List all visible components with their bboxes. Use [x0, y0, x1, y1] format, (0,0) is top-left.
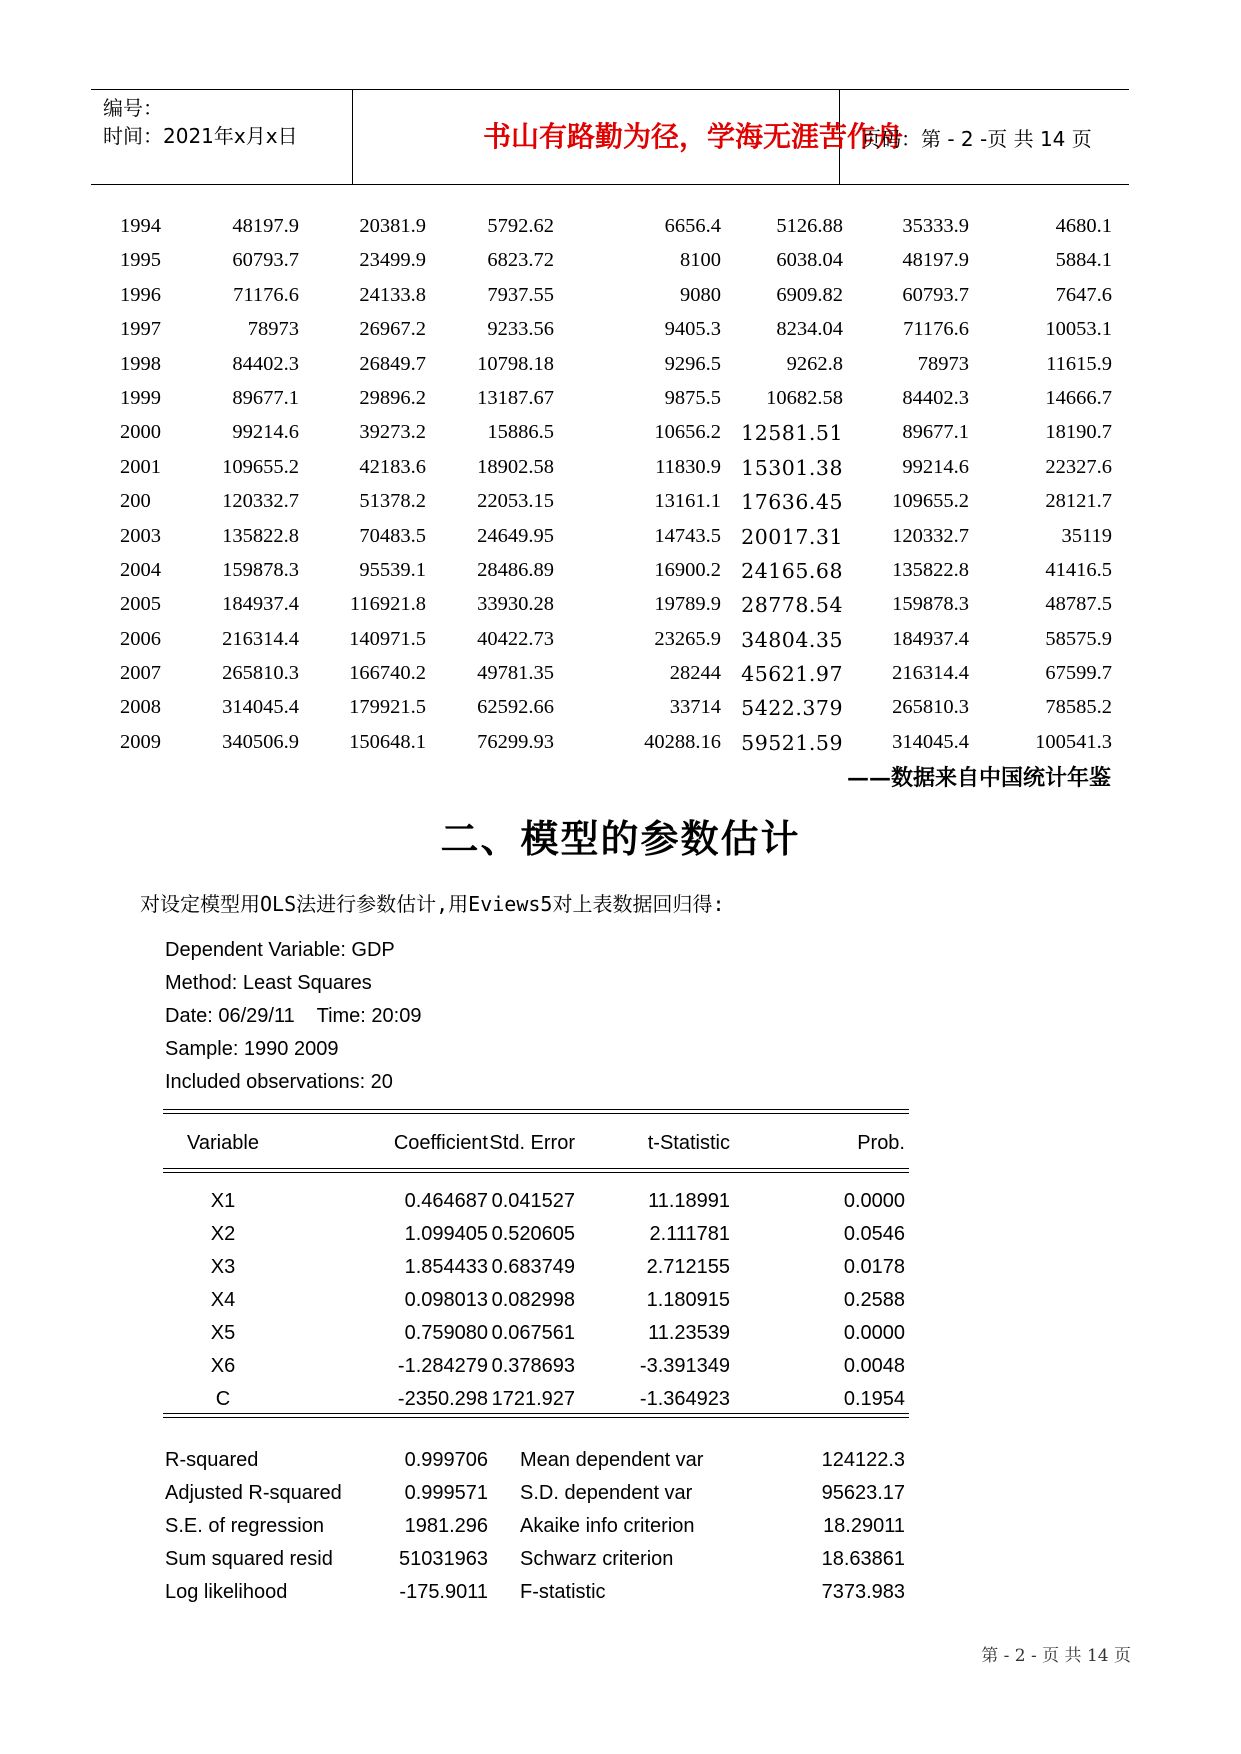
coef-cell: 0.1954: [843, 1388, 905, 1410]
coef-cell: 0.0000: [843, 1322, 905, 1344]
table-row: [104, 692, 1114, 726]
stat-cell: R-squared: [165, 1449, 259, 1471]
table-row: [104, 452, 1114, 486]
table-cell: 12581.51: [741, 421, 843, 446]
page-header: [91, 89, 1129, 185]
coef-cell: 0.0546: [843, 1223, 905, 1245]
coef-cell: 0.2588: [843, 1289, 905, 1311]
stat-cell: 124122.3: [821, 1449, 905, 1471]
stat-cell: S.E. of regression: [165, 1515, 324, 1537]
rule-mid: [163, 1168, 909, 1173]
header-t-statistic: t-Statistic: [647, 1132, 730, 1154]
table-cell: 184937.4: [222, 593, 299, 616]
table-cell: 17636.45: [741, 490, 843, 515]
dependent-variable: Dependent Variable: GDP: [165, 939, 395, 961]
stat-cell: Log likelihood: [165, 1581, 288, 1603]
coef-cell: 0.0048: [843, 1355, 905, 1377]
table-cell: 9262.8: [786, 352, 843, 375]
table-cell: 71176.6: [233, 283, 299, 306]
table-row: [104, 211, 1114, 245]
table-row: [104, 245, 1114, 279]
stat-cell: F-statistic: [520, 1581, 606, 1603]
table-cell: 9875.5: [664, 386, 721, 409]
table-cell: 1996: [120, 283, 161, 306]
table-cell: 116921.8: [349, 593, 426, 616]
table-cell: 71176.6: [903, 318, 969, 341]
data-table: [104, 211, 1114, 761]
table-cell: 6656.4: [664, 215, 721, 237]
table-row: [104, 727, 1114, 761]
stat-cell: 0.999706: [404, 1449, 488, 1471]
table-cell: 34804.35: [741, 627, 843, 652]
coef-cell: 2.712155: [646, 1256, 730, 1278]
coef-cell: 11.18991: [648, 1190, 730, 1212]
table-cell: 28778.54: [741, 593, 843, 618]
table-cell: 10682.58: [766, 386, 843, 409]
coef-cell: X4: [210, 1289, 236, 1311]
table-cell: 2003: [120, 524, 161, 547]
table-cell: 26967.2: [359, 318, 426, 341]
table-row: [104, 417, 1114, 451]
stat-cell: 0.999571: [404, 1482, 488, 1504]
table-cell: 67599.7: [1045, 662, 1112, 685]
table-row: [104, 521, 1114, 555]
table-cell: 2007: [120, 662, 161, 685]
stat-row: [163, 1476, 909, 1509]
table-cell: 99214.6: [232, 421, 299, 444]
table-cell: 6823.72: [487, 249, 554, 272]
table-cell: 5126.88: [776, 215, 843, 237]
table-cell: 22053.15: [477, 490, 554, 513]
header-page-label: 页码：第 - 2 -页 共 14 页: [861, 127, 1092, 151]
table-cell: 24649.95: [477, 524, 554, 547]
coef-cell: 0.683749: [491, 1256, 575, 1278]
table-cell: 95539.1: [359, 558, 426, 581]
table-cell: 179921.5: [349, 696, 426, 719]
table-cell: 6909.82: [776, 283, 843, 306]
table-cell: 159878.3: [892, 593, 969, 616]
table-cell: 35333.9: [902, 215, 969, 237]
table-cell: 1999: [120, 386, 161, 409]
coef-cell: 1.099405: [404, 1223, 488, 1245]
table-cell: 1995: [120, 249, 161, 272]
table-cell: 76299.93: [477, 730, 554, 753]
table-cell: 40422.73: [477, 627, 554, 650]
table-cell: 29896.2: [359, 386, 426, 409]
stats-table: [163, 1443, 909, 1608]
table-cell: 13161.1: [654, 490, 721, 513]
source-note: ——数据来自中国统计年鉴: [846, 765, 1111, 791]
table-cell: 20381.9: [359, 215, 426, 237]
stat-cell: 7373.983: [821, 1581, 905, 1603]
stat-cell: Schwarz criterion: [520, 1548, 674, 1570]
table-cell: 184937.4: [892, 627, 969, 650]
table-cell: 7937.55: [487, 283, 554, 306]
table-cell: 40288.16: [644, 730, 721, 753]
table-row: [104, 314, 1114, 348]
header-divider: [352, 90, 353, 184]
table-cell: 4680.1: [1055, 215, 1112, 237]
table-cell: 9080: [680, 283, 721, 306]
coef-cell: X3: [210, 1256, 236, 1278]
table-cell: 5884.1: [1055, 249, 1112, 272]
stat-row: [163, 1542, 909, 1575]
table-cell: 41416.5: [1045, 558, 1112, 581]
table-cell: 216314.4: [222, 627, 299, 650]
coef-row: [163, 1250, 909, 1283]
coef-cell: 11.23539: [648, 1322, 730, 1344]
table-cell: 51378.2: [359, 490, 426, 513]
stat-cell: 1981.296: [404, 1515, 488, 1537]
coef-header: [163, 1126, 909, 1159]
table-cell: 7647.6: [1055, 283, 1112, 306]
table-cell: 15301.38: [741, 455, 843, 480]
table-cell: 18902.58: [477, 455, 554, 478]
stat-cell: S.D. dependent var: [520, 1482, 693, 1504]
table-cell: 78585.2: [1045, 696, 1112, 719]
table-cell: 60793.7: [902, 283, 969, 306]
table-cell: 8234.04: [776, 318, 843, 341]
table-cell: 26849.7: [359, 352, 426, 375]
table-cell: 2008: [120, 696, 161, 719]
table-cell: 10656.2: [654, 421, 721, 444]
table-cell: 5792.62: [487, 215, 554, 237]
rule-top: [163, 1109, 909, 1114]
coef-table: [163, 1184, 909, 1415]
coef-cell: 1.854433: [404, 1256, 488, 1278]
stat-row: [163, 1509, 909, 1542]
table-cell: 84402.3: [232, 352, 299, 375]
page-footer: 第 - 2 - 页 共 14 页: [981, 1646, 1131, 1666]
table-cell: 48197.9: [902, 249, 969, 272]
table-cell: 265810.3: [892, 696, 969, 719]
stat-cell: -175.9011: [399, 1581, 488, 1603]
table-cell: 99214.6: [902, 455, 969, 478]
table-cell: 109655.2: [222, 455, 299, 478]
table-cell: 5422.379: [741, 696, 843, 721]
table-cell: 89677.1: [902, 421, 969, 444]
header-variable: Variable: [187, 1132, 259, 1154]
method: Method: Least Squares: [165, 972, 372, 994]
table-cell: 70483.5: [359, 524, 426, 547]
table-cell: 58575.9: [1045, 627, 1112, 650]
table-cell: 11830.9: [655, 455, 721, 478]
stat-cell: 51031963: [399, 1548, 488, 1570]
header-left: [103, 94, 298, 150]
table-cell: 166740.2: [349, 662, 426, 685]
table-row: [104, 658, 1114, 692]
table-cell: 216314.4: [892, 662, 969, 685]
table-cell: 2009: [120, 730, 161, 753]
sample: Sample: 1990 2009: [165, 1038, 339, 1060]
coef-row: [163, 1283, 909, 1316]
coef-cell: X1: [210, 1190, 236, 1212]
rule-bottom: [163, 1413, 909, 1418]
stat-cell: 18.29011: [823, 1515, 905, 1537]
table-cell: 28121.7: [1045, 490, 1112, 513]
table-cell: 2004: [120, 558, 161, 581]
table-cell: 19789.9: [654, 593, 721, 616]
table-cell: 109655.2: [892, 490, 969, 513]
stat-cell: Sum squared resid: [165, 1548, 333, 1570]
coef-row: [163, 1184, 909, 1217]
coef-row: [163, 1217, 909, 1250]
table-cell: 59521.59: [741, 730, 843, 755]
coef-cell: 1.180915: [646, 1289, 730, 1311]
stat-row: [163, 1575, 909, 1608]
table-cell: 45621.97: [741, 662, 843, 687]
intro-text: 对设定模型用OLS法进行参数估计,用Eviews5对上表数据回归得:: [140, 892, 725, 916]
coef-cell: 0.759080: [404, 1322, 488, 1344]
date-time: Date: 06/29/11 Time: 20:09: [165, 1005, 422, 1027]
table-cell: 42183.6: [359, 455, 426, 478]
table-cell: 89677.1: [232, 386, 299, 409]
table-cell: 9405.3: [664, 318, 721, 341]
table-cell: 6038.04: [776, 249, 843, 272]
table-cell: 16900.2: [654, 558, 721, 581]
coef-cell: -1.284279: [397, 1355, 488, 1377]
coef-cell: 0.378693: [491, 1355, 575, 1377]
table-cell: 1994: [120, 215, 161, 237]
coef-cell: 0.041527: [491, 1190, 575, 1212]
coef-cell: C: [215, 1388, 231, 1410]
table-cell: 23499.9: [359, 249, 426, 272]
table-cell: 20017.31: [741, 524, 843, 549]
table-cell: 314045.4: [222, 696, 299, 719]
table-cell: 24133.8: [359, 283, 426, 306]
coef-cell: 0.520605: [491, 1223, 575, 1245]
stat-cell: Mean dependent var: [520, 1449, 704, 1471]
table-cell: 10798.18: [477, 352, 554, 375]
table-cell: 1997: [120, 318, 161, 341]
table-row: [104, 383, 1114, 417]
table-row: [104, 486, 1114, 520]
stat-cell: 95623.17: [821, 1482, 905, 1504]
coef-cell: 0.082998: [491, 1289, 575, 1311]
table-cell: 159878.3: [222, 558, 299, 581]
table-cell: 35119: [1061, 524, 1112, 547]
table-cell: 24165.68: [741, 558, 843, 583]
table-cell: 265810.3: [222, 662, 299, 685]
table-cell: 22327.6: [1045, 455, 1112, 478]
table-cell: 18190.7: [1045, 421, 1112, 444]
table-cell: 15886.5: [487, 421, 554, 444]
table-cell: 39273.2: [359, 421, 426, 444]
table-cell: 11615.9: [1046, 352, 1112, 375]
coef-row: [163, 1349, 909, 1382]
coef-cell: 2.111781: [649, 1223, 730, 1245]
section-title: 二、模型的参数估计: [440, 816, 801, 861]
table-row: [104, 280, 1114, 314]
table-cell: 23265.9: [654, 627, 721, 650]
table-cell: 9233.56: [487, 318, 554, 341]
coef-row: [163, 1382, 909, 1415]
table-cell: 314045.4: [892, 730, 969, 753]
table-cell: 2005: [120, 593, 161, 616]
table-cell: 135822.8: [222, 524, 299, 547]
table-cell: 1998: [120, 352, 161, 375]
table-cell: 33930.28: [477, 593, 554, 616]
header-std-error: Std. Error: [489, 1132, 575, 1154]
table-cell: 10053.1: [1045, 318, 1112, 341]
coef-cell: X6: [210, 1355, 236, 1377]
table-cell: 14743.5: [654, 524, 721, 547]
coef-cell: 0.067561: [491, 1322, 575, 1344]
table-cell: 78973: [247, 318, 299, 341]
table-cell: 48197.9: [232, 215, 299, 237]
header-coefficient: Coefficient: [393, 1132, 488, 1154]
coef-cell: -1.364923: [639, 1388, 730, 1410]
coef-cell: 1721.927: [491, 1388, 575, 1410]
motto: 书山有路勤为径，学海无涯苦作舟: [482, 120, 903, 153]
table-row: [104, 349, 1114, 383]
coef-cell: -2350.298: [397, 1388, 488, 1410]
coef-cell: 0.464687: [404, 1190, 488, 1212]
coef-cell: 0.098013: [404, 1289, 488, 1311]
coef-cell: -3.391349: [639, 1355, 730, 1377]
table-cell: 140971.5: [349, 627, 426, 650]
table-cell: 200: [120, 490, 151, 513]
table-cell: 33714: [669, 696, 721, 719]
table-cell: 9296.5: [664, 352, 721, 375]
coef-cell: X5: [210, 1322, 236, 1344]
stat-cell: Akaike info criterion: [520, 1515, 695, 1537]
stat-row: [163, 1443, 909, 1476]
table-cell: 120332.7: [222, 490, 299, 513]
table-cell: 2001: [120, 455, 161, 478]
table-cell: 49781.35: [477, 662, 554, 685]
coef-cell: X2: [210, 1223, 236, 1245]
table-cell: 340506.9: [222, 730, 299, 753]
coef-row: [163, 1316, 909, 1349]
table-cell: 135822.8: [892, 558, 969, 581]
table-row: [104, 624, 1114, 658]
table-cell: 14666.7: [1045, 386, 1112, 409]
regression-meta: [165, 934, 421, 1099]
table-cell: 150648.1: [349, 730, 426, 753]
table-cell: 100541.3: [1035, 730, 1112, 753]
table-cell: 28486.89: [477, 558, 554, 581]
table-cell: 28244: [669, 662, 721, 685]
included-observations: Included observations: 20: [165, 1071, 393, 1093]
table-cell: 48787.5: [1045, 593, 1112, 616]
table-cell: 78973: [917, 352, 969, 375]
number-label: 编号：: [103, 96, 163, 120]
table-row: [104, 589, 1114, 623]
table-cell: 120332.7: [892, 524, 969, 547]
stat-cell: 18.63861: [821, 1548, 905, 1570]
table-cell: 2000: [120, 421, 161, 444]
table-cell: 60793.7: [232, 249, 299, 272]
header-prob: Prob.: [857, 1132, 905, 1154]
table-row: [104, 555, 1114, 589]
table-cell: 2006: [120, 627, 161, 650]
coef-cell: 0.0000: [843, 1190, 905, 1212]
stat-cell: Adjusted R-squared: [165, 1482, 342, 1504]
table-cell: 13187.67: [477, 386, 554, 409]
coef-cell: 0.0178: [843, 1256, 905, 1278]
time-label: 时间：2021年x月x日: [103, 124, 298, 148]
table-cell: 84402.3: [902, 386, 969, 409]
table-cell: 8100: [680, 249, 721, 272]
table-cell: 62592.66: [477, 696, 554, 719]
